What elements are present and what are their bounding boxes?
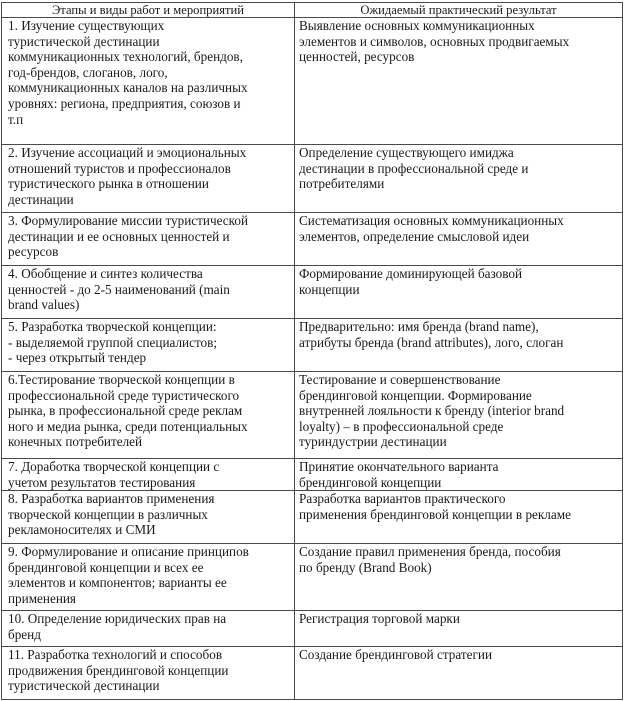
header-expected-result: Ожидаемый практический результат: [295, 3, 623, 18]
table-row: [2, 319, 623, 372]
result-cell: Формирование доминирующей базовой концепции: [295, 266, 623, 319]
table-row: [2, 213, 623, 266]
table-row: [2, 266, 623, 319]
stage-cell: 6.Тестирование творческой концепции в профессиональной среде туристического рынка, в профессиональной среде реклам ного и медиа рынка, среди потенциальных конечных потребителей: [2, 372, 295, 459]
result-cell: Принятие окончательного варианта брендинговой концепции: [295, 459, 623, 491]
result-cell: Выявление основных коммуникационных элементов и символов, основных продвигаемых ценностей, ресурсов: [295, 18, 623, 145]
stage-cell: 3. Формулирование миссии туристической дестинации и ее основных ценностей и ресурсов: [2, 213, 295, 266]
table-row: [2, 611, 623, 647]
result-cell: Создание брендинговой стратегии: [295, 647, 623, 700]
stage-cell: 4. Обобщение и синтез количества ценностей - до 2-5 наименований (main brand values): [2, 266, 295, 319]
result-cell: Предварительно: имя бренда (brand name), атрибуты бренда (brand attributes), лого, слоган: [295, 319, 623, 372]
stage-cell: 9. Формулирование и описание принципов брендинговой концепции и всех ее элементов и компонентов; варианты ее применения: [2, 544, 295, 611]
stage-cell: 1. Изучение существующих туристической дестинации коммуникационных технологий, брендов, год-брендов, слоганов, лого, коммуникационных каналов на различных уровнях: региона, предприятия, союзов и т.п: [2, 18, 295, 145]
table-row: [2, 647, 623, 700]
table-row: [2, 544, 623, 611]
header-row: [2, 3, 623, 18]
stage-cell: 7. Доработка творческой концепции с учетом результатов тестирования: [2, 459, 295, 491]
result-cell: Разработка вариантов практического применения брендинговой концепции в рекламе: [295, 491, 623, 544]
stage-cell: 11. Разработка технологий и способов продвижения брендинговой концепции туристической дестинации: [2, 647, 295, 700]
stage-cell: 10. Определение юридических прав на бренд: [2, 611, 295, 647]
result-cell: Регистрация торговой марки: [295, 611, 623, 647]
stages-table: [1, 2, 623, 700]
header-stages: Этапы и виды работ и мероприятий: [2, 3, 295, 18]
table-row: [2, 145, 623, 213]
result-cell: Систематизация основных коммуникационных элементов, определение смысловой идеи: [295, 213, 623, 266]
stage-cell: 2. Изучение ассоциаций и эмоциональных отношений туристов и профессионалов туристического рынка в отношении дестинации: [2, 145, 295, 213]
stage-cell: 5. Разработка творческой концепции: - выделяемой группой специалистов; - через открытый тендер: [2, 319, 295, 372]
table-row: [2, 372, 623, 459]
stage-cell: 8. Разработка вариантов применения творческой концепции в различных рекламоносителях и СМИ: [2, 491, 295, 544]
table-row: [2, 18, 623, 145]
table-row: [2, 491, 623, 544]
result-cell: Определение существующего имиджа дестинации в профессиональной среде и потребителями: [295, 145, 623, 213]
result-cell: Тестирование и совершенствование брендинговой концепции. Формирование внутренней лояльности к бренду (interior brand loyalty) – в профессиональной среде туриндустрии дестинации: [295, 372, 623, 459]
result-cell: Создание правил применения бренда, пособия по бренду (Brand Book): [295, 544, 623, 611]
table-row: [2, 459, 623, 491]
